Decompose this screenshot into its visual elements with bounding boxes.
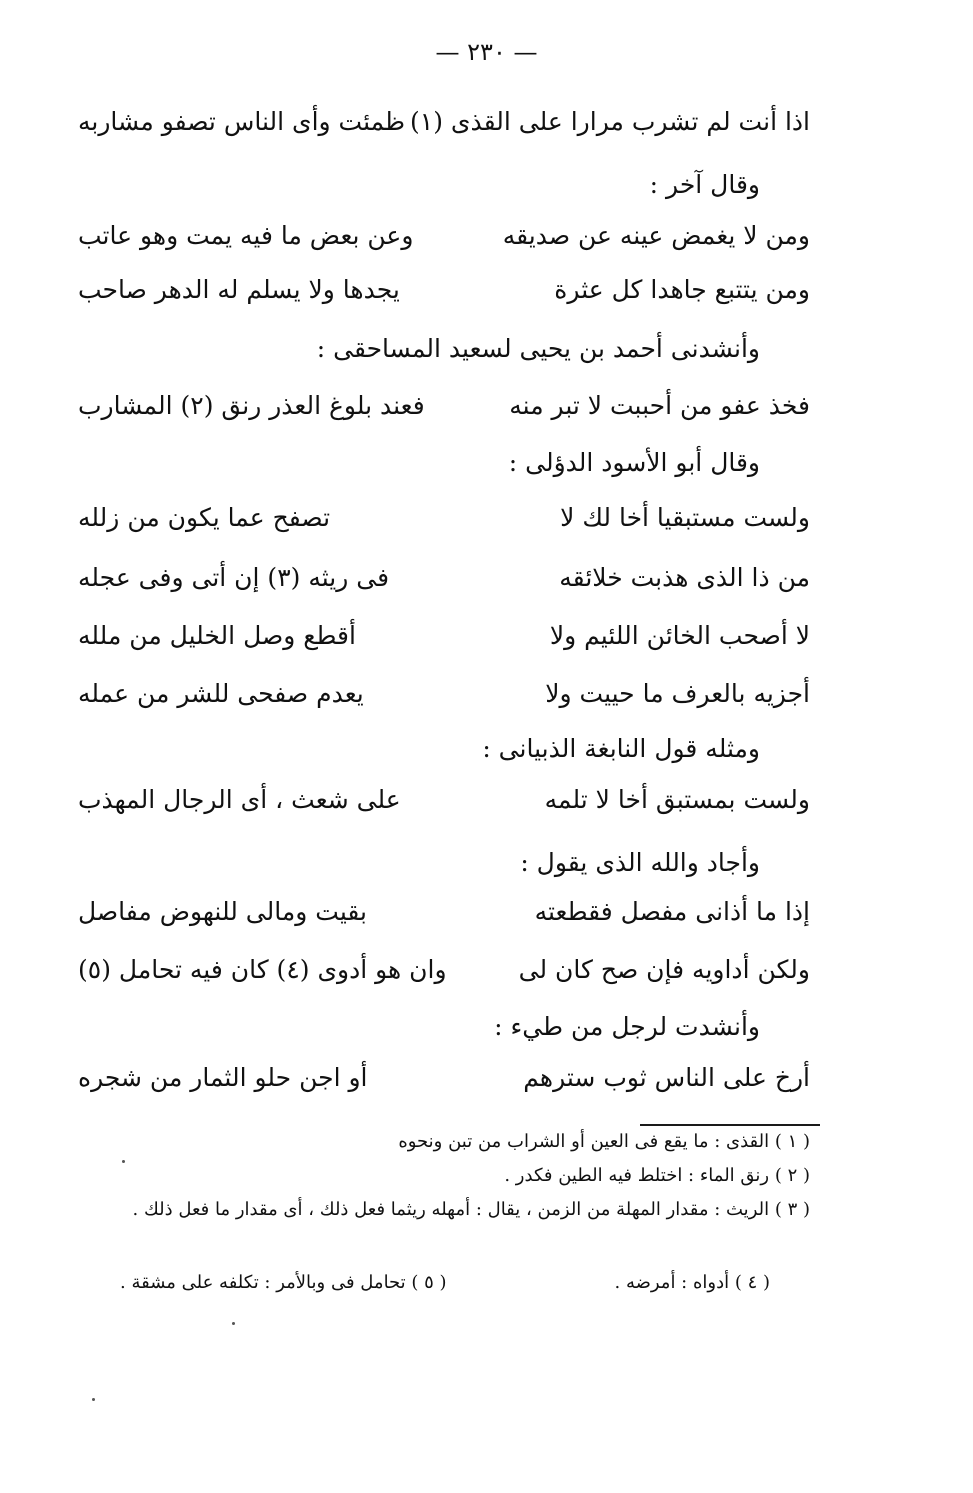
verse-line bbox=[78, 212, 810, 260]
verse-first-hemistich: اذا أنت لم تشرب مرارا على القذى (١) bbox=[410, 107, 810, 136]
paper-speck bbox=[232, 1322, 235, 1325]
footnote-3: ( ٣ ) الريث : مقدار المهلة من الزمن ، يقال : أمهله ريثما فعل ذلك ، أى مقدار ما فعل ذلك . bbox=[132, 1199, 810, 1220]
verse-first-hemistich: ومن لا يغمض عينه عن صديقه bbox=[502, 221, 810, 250]
verse-line bbox=[78, 266, 810, 314]
prose-line: وأنشدت لرجل من طيء : bbox=[494, 1011, 760, 1041]
verse-line bbox=[78, 98, 810, 146]
verse-line bbox=[78, 776, 810, 824]
verse-first-hemistich: ومن يتتبع جاهدا كل عثرة bbox=[554, 275, 810, 304]
prose-line: وقال آخر : bbox=[649, 169, 760, 199]
verse-line bbox=[78, 946, 810, 994]
verse-line bbox=[78, 554, 810, 602]
verse-second-hemistich: بقيت ومالى للنهوض مفاصل bbox=[78, 897, 367, 926]
footnote-2: ( ٢ ) رنق الماء : اختلط فيه الطين فكدر . bbox=[504, 1165, 810, 1186]
verse-second-hemistich: أو اجن حلو الثمار من شجره bbox=[78, 1063, 368, 1092]
verse-second-hemistich: وان هو أدوى (٤) كان فيه تحامل (٥) bbox=[78, 955, 447, 984]
verse-line bbox=[78, 670, 810, 718]
prose-line: وأجاد والله الذى يقول : bbox=[520, 847, 760, 877]
verse-second-hemistich: فى ريثه (٣) إن أتى وفى عجله bbox=[78, 563, 390, 592]
verse-first-hemistich: أرخ على الناس ثوب سترهم bbox=[523, 1063, 810, 1092]
verse-first-hemistich: إذا ما أذانى مفصل فقطعته bbox=[534, 897, 810, 926]
verse-first-hemistich: أجزيه بالعرف ما حييت ولا bbox=[545, 679, 810, 708]
verse-first-hemistich: ولكن أداويه فإن صح كان لى bbox=[518, 955, 810, 984]
verse-first-hemistich: لا أصحب الخائن اللئيم ولا bbox=[549, 621, 810, 650]
footnote-separator bbox=[640, 1124, 820, 1126]
verse-line bbox=[78, 494, 810, 542]
verse-second-hemistich: يجدها ولا يسلم له الدهر صاحب bbox=[78, 275, 400, 304]
verse-second-hemistich: ظمئت وأى الناس تصفو مشاربه bbox=[78, 107, 406, 136]
verse-second-hemistich: على شعث ، أى الرجال المهذب bbox=[78, 785, 401, 814]
verse-line bbox=[78, 888, 810, 936]
verse-first-hemistich: فخذ عفو من أحببت لا تبر منه bbox=[509, 391, 810, 420]
page-number: — ٢٣٠ — bbox=[435, 38, 538, 66]
prose-line: وأنشدنى أحمد بن يحيى لسعيد المساحقى : bbox=[316, 333, 760, 363]
paper-speck bbox=[122, 1160, 125, 1163]
verse-first-hemistich: من ذا الذى هذبت خلائقه bbox=[559, 563, 810, 592]
verse-first-hemistich: ولست بمستبق أخا لا تلمه bbox=[544, 785, 810, 814]
footnote-1: ( ١ ) القذى : ما يقع فى العين أو الشراب من تبن ونحوه bbox=[398, 1131, 810, 1152]
footnotes-4-5 bbox=[80, 1272, 770, 1302]
verse-line bbox=[78, 612, 810, 660]
verse-second-hemistich: تصفح عما يكون من زلله bbox=[78, 503, 331, 532]
verse-second-hemistich: فعند بلوغ العذر رنق (٢) المشارب bbox=[78, 391, 425, 420]
verse-second-hemistich: أقطع وصل الخليل من ملله bbox=[78, 621, 356, 650]
verse-line bbox=[78, 382, 810, 430]
prose-line: وقال أبو الأسود الدؤلى : bbox=[508, 447, 760, 477]
verse-line bbox=[78, 1054, 810, 1102]
footnote-5: ( ٥ ) تحامل فى وبالأمر : تكلفه على مشقة . bbox=[120, 1272, 447, 1293]
verse-second-hemistich: وعن بعض ما فيه يمت وهو عاتب bbox=[78, 221, 414, 250]
paper-speck bbox=[92, 1398, 95, 1401]
verse-second-hemistich: يعدم صفحى للشر من عمله bbox=[78, 679, 364, 708]
verse-first-hemistich: ولست مستبقيا أخا لك لا bbox=[560, 503, 810, 532]
prose-line: ومثله قول النابغة الذبيانى : bbox=[482, 733, 760, 763]
footnote-4: ( ٤ ) أدواه : أمرضه . bbox=[614, 1272, 770, 1293]
